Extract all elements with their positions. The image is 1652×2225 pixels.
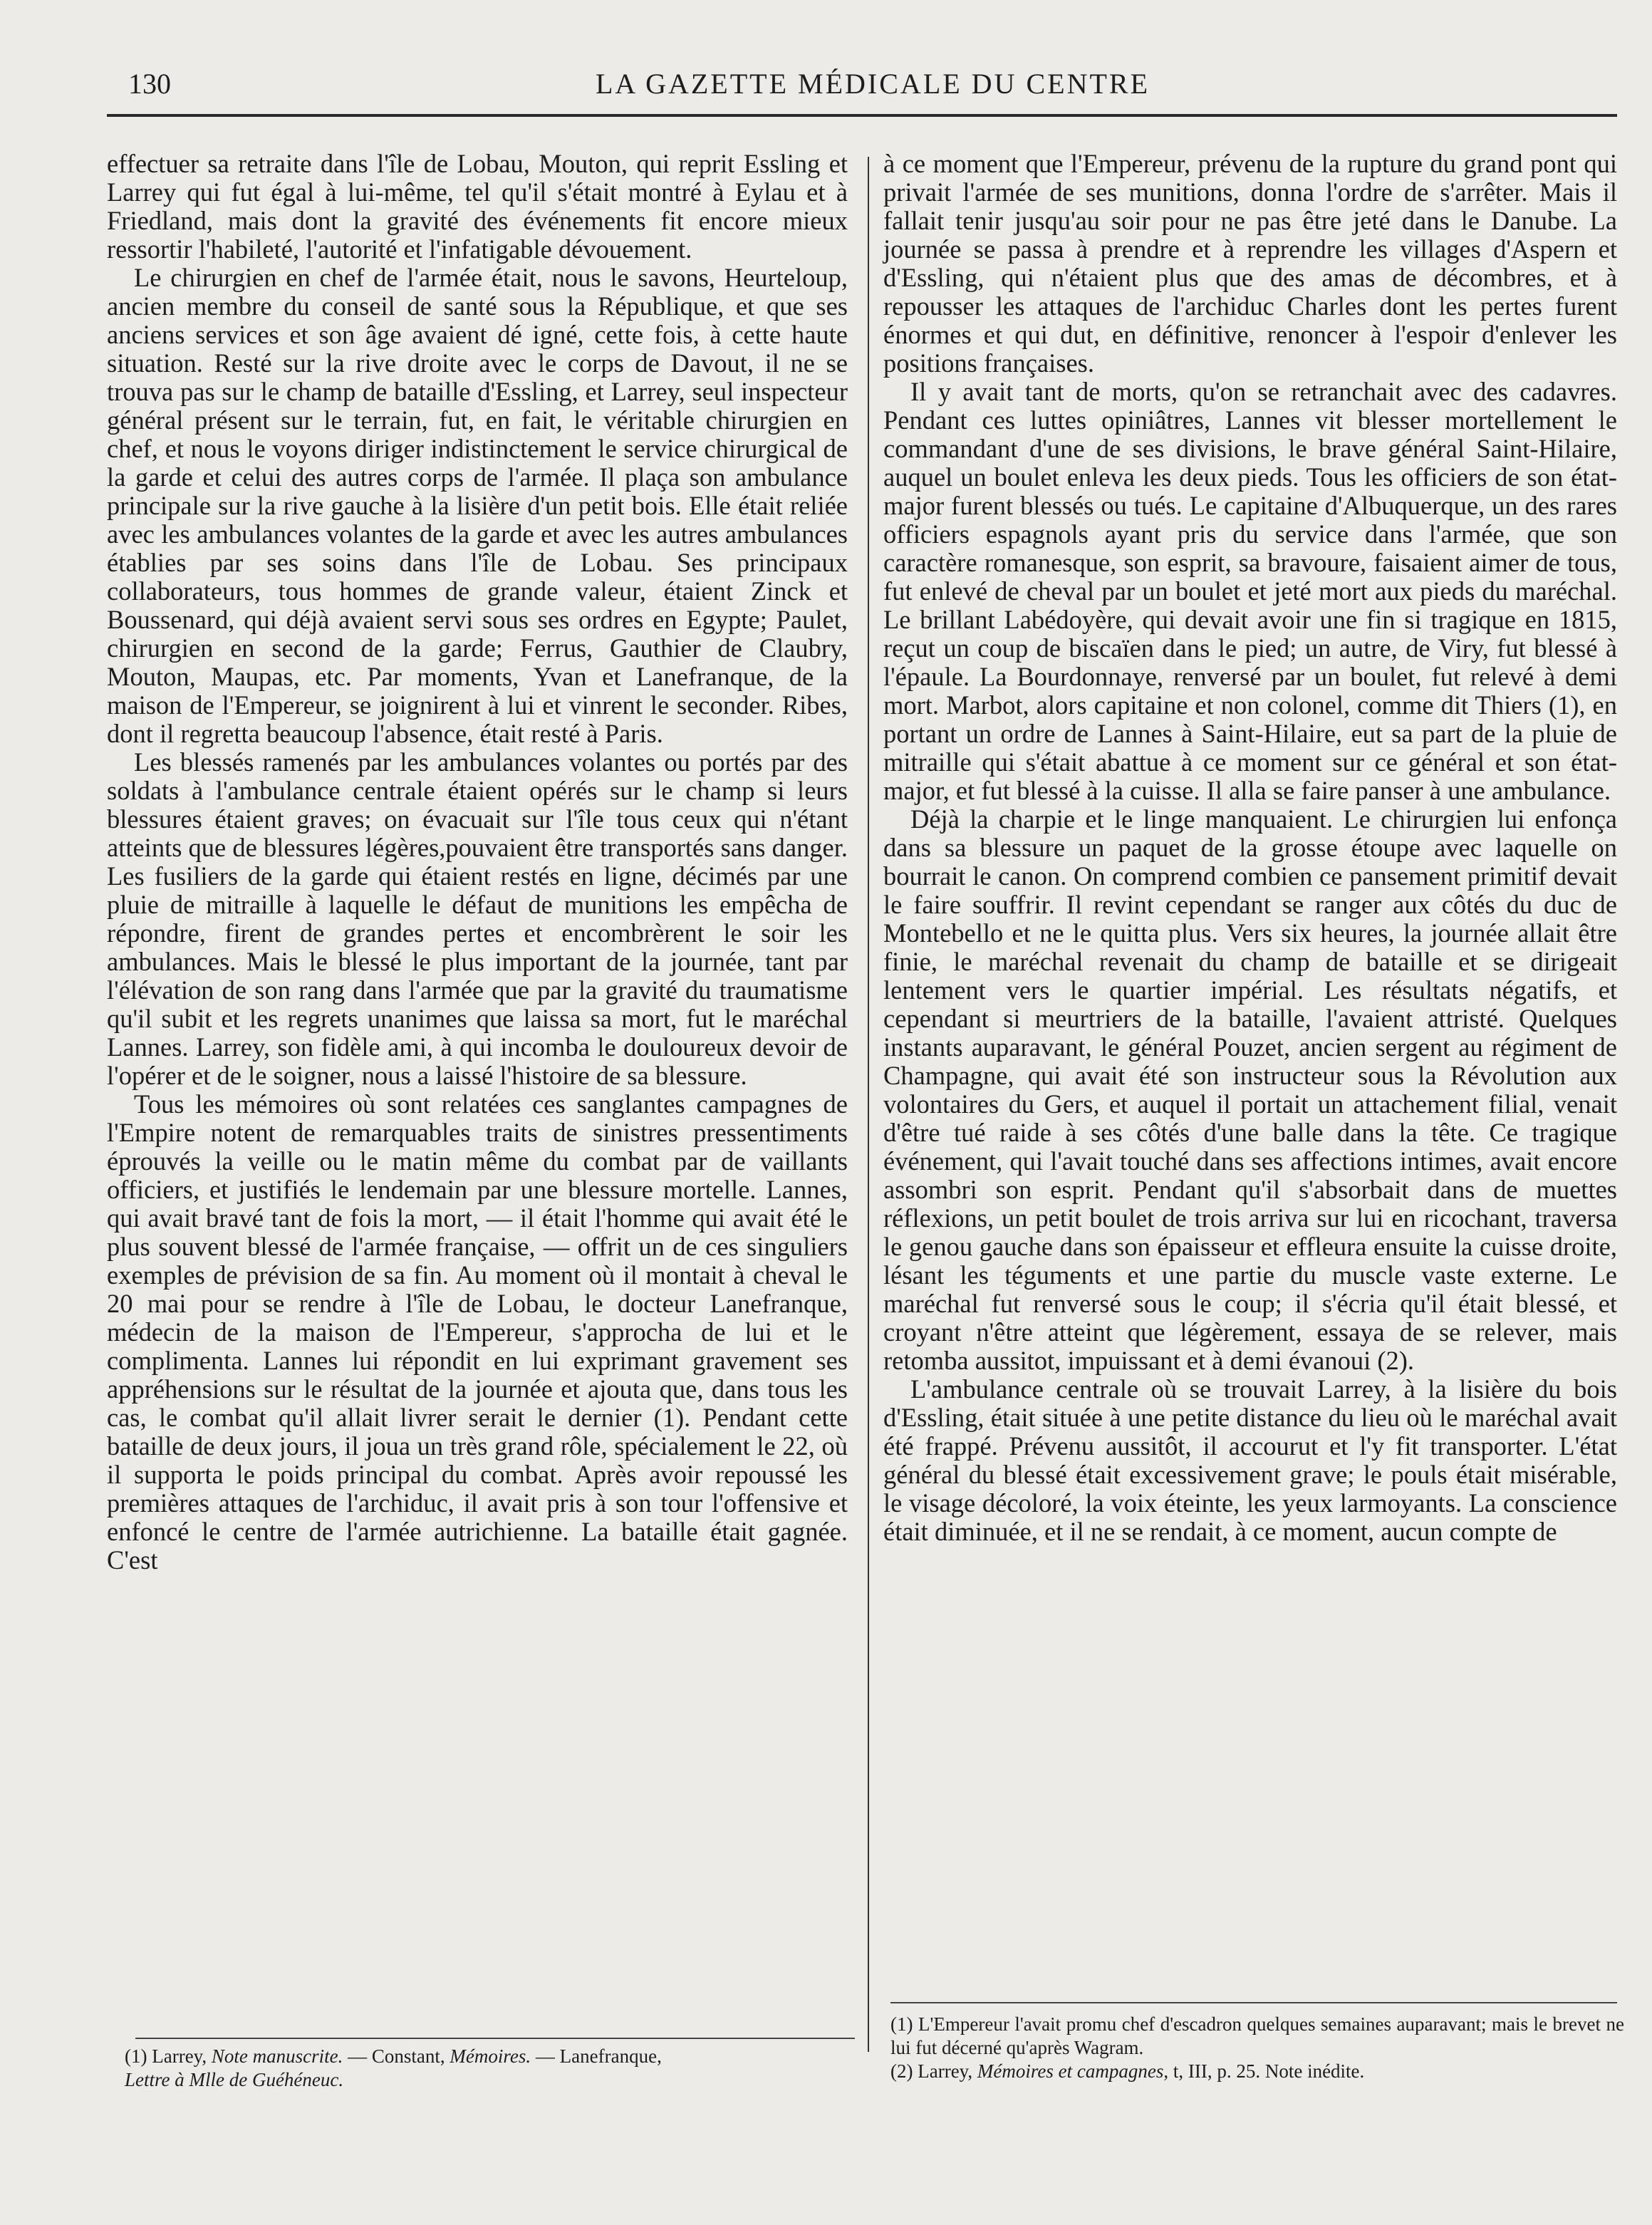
paragraph: à ce moment que l'Empereur, prévenu de la rupture du grand pont qui privait l'armée de ses munitions, donna l'ordre de s'arrêter. Mais il fallait tenir jusqu'au soir pour ne pas être jeté dans le Danube. La journée se passa à prendre et à reprendre les villages d'Aspern et d'Essling, qui n'étaient plus que des amas de décombres, et à repousser les attaques de l'archiduc Charles dont les pertes furent énormes et qui dut, en définitive, renoncer à l'espoir d'enlever les positions françaises. [883, 149, 1617, 378]
paragraph: Il y avait tant de morts, qu'on se retranchait avec des cadavres. Pendant ces luttes opiniâtres, Lannes vit blesser mortellement le commandant d'une de ses divisions, le brave général Saint-Hilaire, auquel un boulet enleva les deux pieds. Tous les officiers de son état-major furent blessés ou tués. Le capitaine d'Albuquerque, un des rares officiers espagnols ayant pris du service dans l'armée, que son caractère romanesque, son esprit, sa bravoure, faisaient aimer de tous, fut enlevé de cheval par un boulet et jeté mort aux pieds du maréchal. Le brillant Labédoyère, qui devait avoir une fin si tragique en 1815, reçut un coup de biscaïen dans le pied; un autre, de Viry, fut blessé à l'épaule. La Bourdonnaye, renversé par un boulet, fut relevé à demi mort. Marbot, alors capitaine et non colonel, comme dit Thiers (1), en portant un ordre de Lannes à Saint-Hilaire, eut sa part de la pluie de mitraille qui s'était abattue à ce moment sur ce général et son état-major, et fut blessé à la cuisse. Il alla se faire panser à une ambulance. [883, 377, 1617, 805]
paragraph: Déjà la charpie et le linge manquaient. Le chirurgien lui enfonça dans sa blessure un paquet de la grosse étoupe avec laquelle on bourrait le canon. On comprend combien ce pansement primitif devait le faire souffrir. Il revint cependant se ranger aux côtés du duc de Montebello et ne le quitta plus. Vers six heures, la journée allait être finie, le maréchal revenait du champ de bataille et se dirigeait lentement vers le quartier impérial. Les résultats négatifs, et cependant si meurtriers de la bataille, l'avaient attristé. Quelques instants auparavant, le général Pouzet, ancien sergent au régiment de Champagne, qui avait été son instructeur sous la Révolution aux volontaires du Gers, et auquel il portait un attachement filial, venait d'être tué raide à ses côtés d'une balle dans la tête. Ce tragique événement, qui l'avait touché dans ses affections intimes, avait encore assombri son esprit. Pendant qu'il s'absorbait dans de muettes réflexions, un petit boulet de trois arriva sur lui en ricochant, traversa le genou gauche dans son épaisseur et effleura ensuite la cuisse droite, lésant les téguments et une partie du muscle vaste externe. Le maréchal fut renversé sous le coup; il s'écria qu'il était blessé, et croyant n'être atteint que légèrement, essaya de se relever, mais retomba aussitot, impuissant et à demi évanoui (2). [883, 804, 1617, 1375]
footnote-text: , t, III, p. 25. Note inédite. [1163, 2060, 1365, 2082]
paragraph: L'ambulance centrale où se trouvait Larrey, à la lisière du bois d'Essling, était située à une petite distance du lieu où le maréchal avait été frappé. Prévenu aussitôt, il accourut et l'y fit transporter. L'état général du blessé était excessivement grave; le pouls était misérable, le visage décoloré, la voix éteinte, les yeux larmoyants. La conscience était diminuée, et il ne se rendait, à ce moment, aucun compte de [883, 1374, 1617, 1546]
footnote-text: — Constant, [343, 2045, 450, 2067]
header-rule [107, 114, 1617, 117]
footnote-rule [135, 2038, 855, 2039]
column-divider [868, 157, 869, 2052]
paragraph: Les blessés ramenés par les ambulances volantes ou portés par des soldats à l'ambulance centrale étaient opérés sur le champ si leurs blessures étaient graves; on évacuait sur l'île tous ceux qui n'étant atteints que de blessures légères,pouvaient être transportés sans danger. Les fusiliers de la garde qui étaient restés en ligne, décimés par une pluie de mitraille à laquelle le défaut de munitions les empêcha de répondre, firent de grandes pertes et encombrèrent le soir les ambulances. Mais le blessé le plus important de la journée, tant par l'élévation de son rang dans l'armée que par la gravité du traumatisme qu'il subit et les regrets unanimes que laissa sa mort, fut le maréchal Lannes. Larrey, son fidèle ami, à qui incomba le douloureux devoir de l'opérer et de le soigner, nous a laissé l'histoire de sa blessure. [107, 747, 848, 1090]
footnote [890, 2060, 1624, 2083]
footnote-italic: Note manuscrite. [211, 2045, 343, 2067]
page-header [128, 58, 1617, 108]
footnote-text: — Lanefranque, [531, 2045, 662, 2067]
page-number: 130 [128, 68, 171, 100]
left-column [107, 150, 848, 1575]
footnote-text: (1) Larrey, [125, 2045, 212, 2067]
footnote-text: (2) Larrey, [890, 2060, 977, 2082]
footnote-italic: Mémoires. [450, 2045, 531, 2067]
paragraph: effectuer sa retraite dans l'île de Lobau, Mouton, qui reprit Essling et Larrey qui fut égal à lui-même, tel qu'il s'était montré à Eylau et à Friedland, mais dont la gravité des événements fit encore mieux ressortir l'habileté, l'autorité et l'infatigable dévouement. [107, 149, 848, 264]
footnote-italic: Mémoires et campagnes [977, 2060, 1164, 2082]
footnote: (1) L'Empereur l'avait promu chef d'escadron quelques semaines auparavant; mais le brevet ne lui fut décerné qu'après Wagram. [890, 2013, 1624, 2058]
footnote-rule [890, 2002, 1617, 2003]
footnote [125, 2045, 855, 2092]
paragraph: Le chirurgien en chef de l'armée était, nous le savons, Heurteloup, ancien membre du conseil de santé sous la République, et que ses anciens services et son âge avaient dé igné, cette fois, à cette haute situation. Resté sur la rive droite avec le corps de Davout, il ne se trouva pas sur le champ de bataille d'Essling, et Larrey, seul inspecteur général présent sur le terrain, fut, en fait, le véritable chirurgien en chef, et nous le voyons diriger indistinctement le service chirurgical de la garde et celui des autres corps de l'armée. Il plaça son ambulance principale sur la rive gauche à la lisière d'un petit bois. Elle était reliée avec les ambulances volantes de la garde et avec les autres ambulances établies par ses soins dans l'île de Lobau. Ses principaux collaborateurs, tous hommes de grande valeur, étaient Zinck et Boussenard, qui déjà avaient servi sous ses ordres en Egypte; Paulet, chirurgien en second de la garde; Ferrus, Gauthier de Claubry, Mouton, Maupas, etc. Par moments, Yvan et Lanefranque, de la maison de l'Empereur, se joignirent à lui et vinrent le seconder. Ribes, dont il regretta beaucoup l'absence, était resté à Paris. [107, 263, 848, 748]
right-footnotes [890, 2013, 1624, 2083]
left-footnotes [125, 2045, 855, 2092]
right-column [883, 150, 1617, 1546]
footnote-italic: Lettre à Mlle de Guéhéneuc. [125, 2069, 344, 2090]
paragraph: Tous les mémoires où sont relatées ces sanglantes campagnes de l'Empire notent de remarquables traits de sinistres pressentiments éprouvés la veille ou le matin même du combat par de vaillants officiers, et justifiés le lendemain par une blessure mortelle. Lannes, qui avait bravé tant de fois la mort, — il était l'homme qui avait été le plus souvent blessé de l'armée française, — offrit un de ces singuliers exemples de prévision de sa fin. Au moment où il montait à cheval le 20 mai pour se rendre à l'île de Lobau, le docteur Lanefranque, médecin de la maison de l'Empereur, s'approcha de lui et le complimenta. Lannes lui répondit en lui exprimant gravement ses appréhensions sur le résultat de la journée et ajouta que, dans tous les cas, le combat qu'il allait livrer serait le dernier (1). Pendant cette bataille de deux jours, il joua un très grand rôle, spécialement le 22, où il supporta le poids principal du combat. Après avoir repoussé les premières attaques de l'archiduc, il avait pris à son tour l'offensive et enfoncé le centre de l'armée autrichienne. La bataille était gagnée. C'est [107, 1089, 848, 1575]
journal-title: LA GAZETTE MÉDICALE DU CENTRE [595, 68, 1150, 100]
